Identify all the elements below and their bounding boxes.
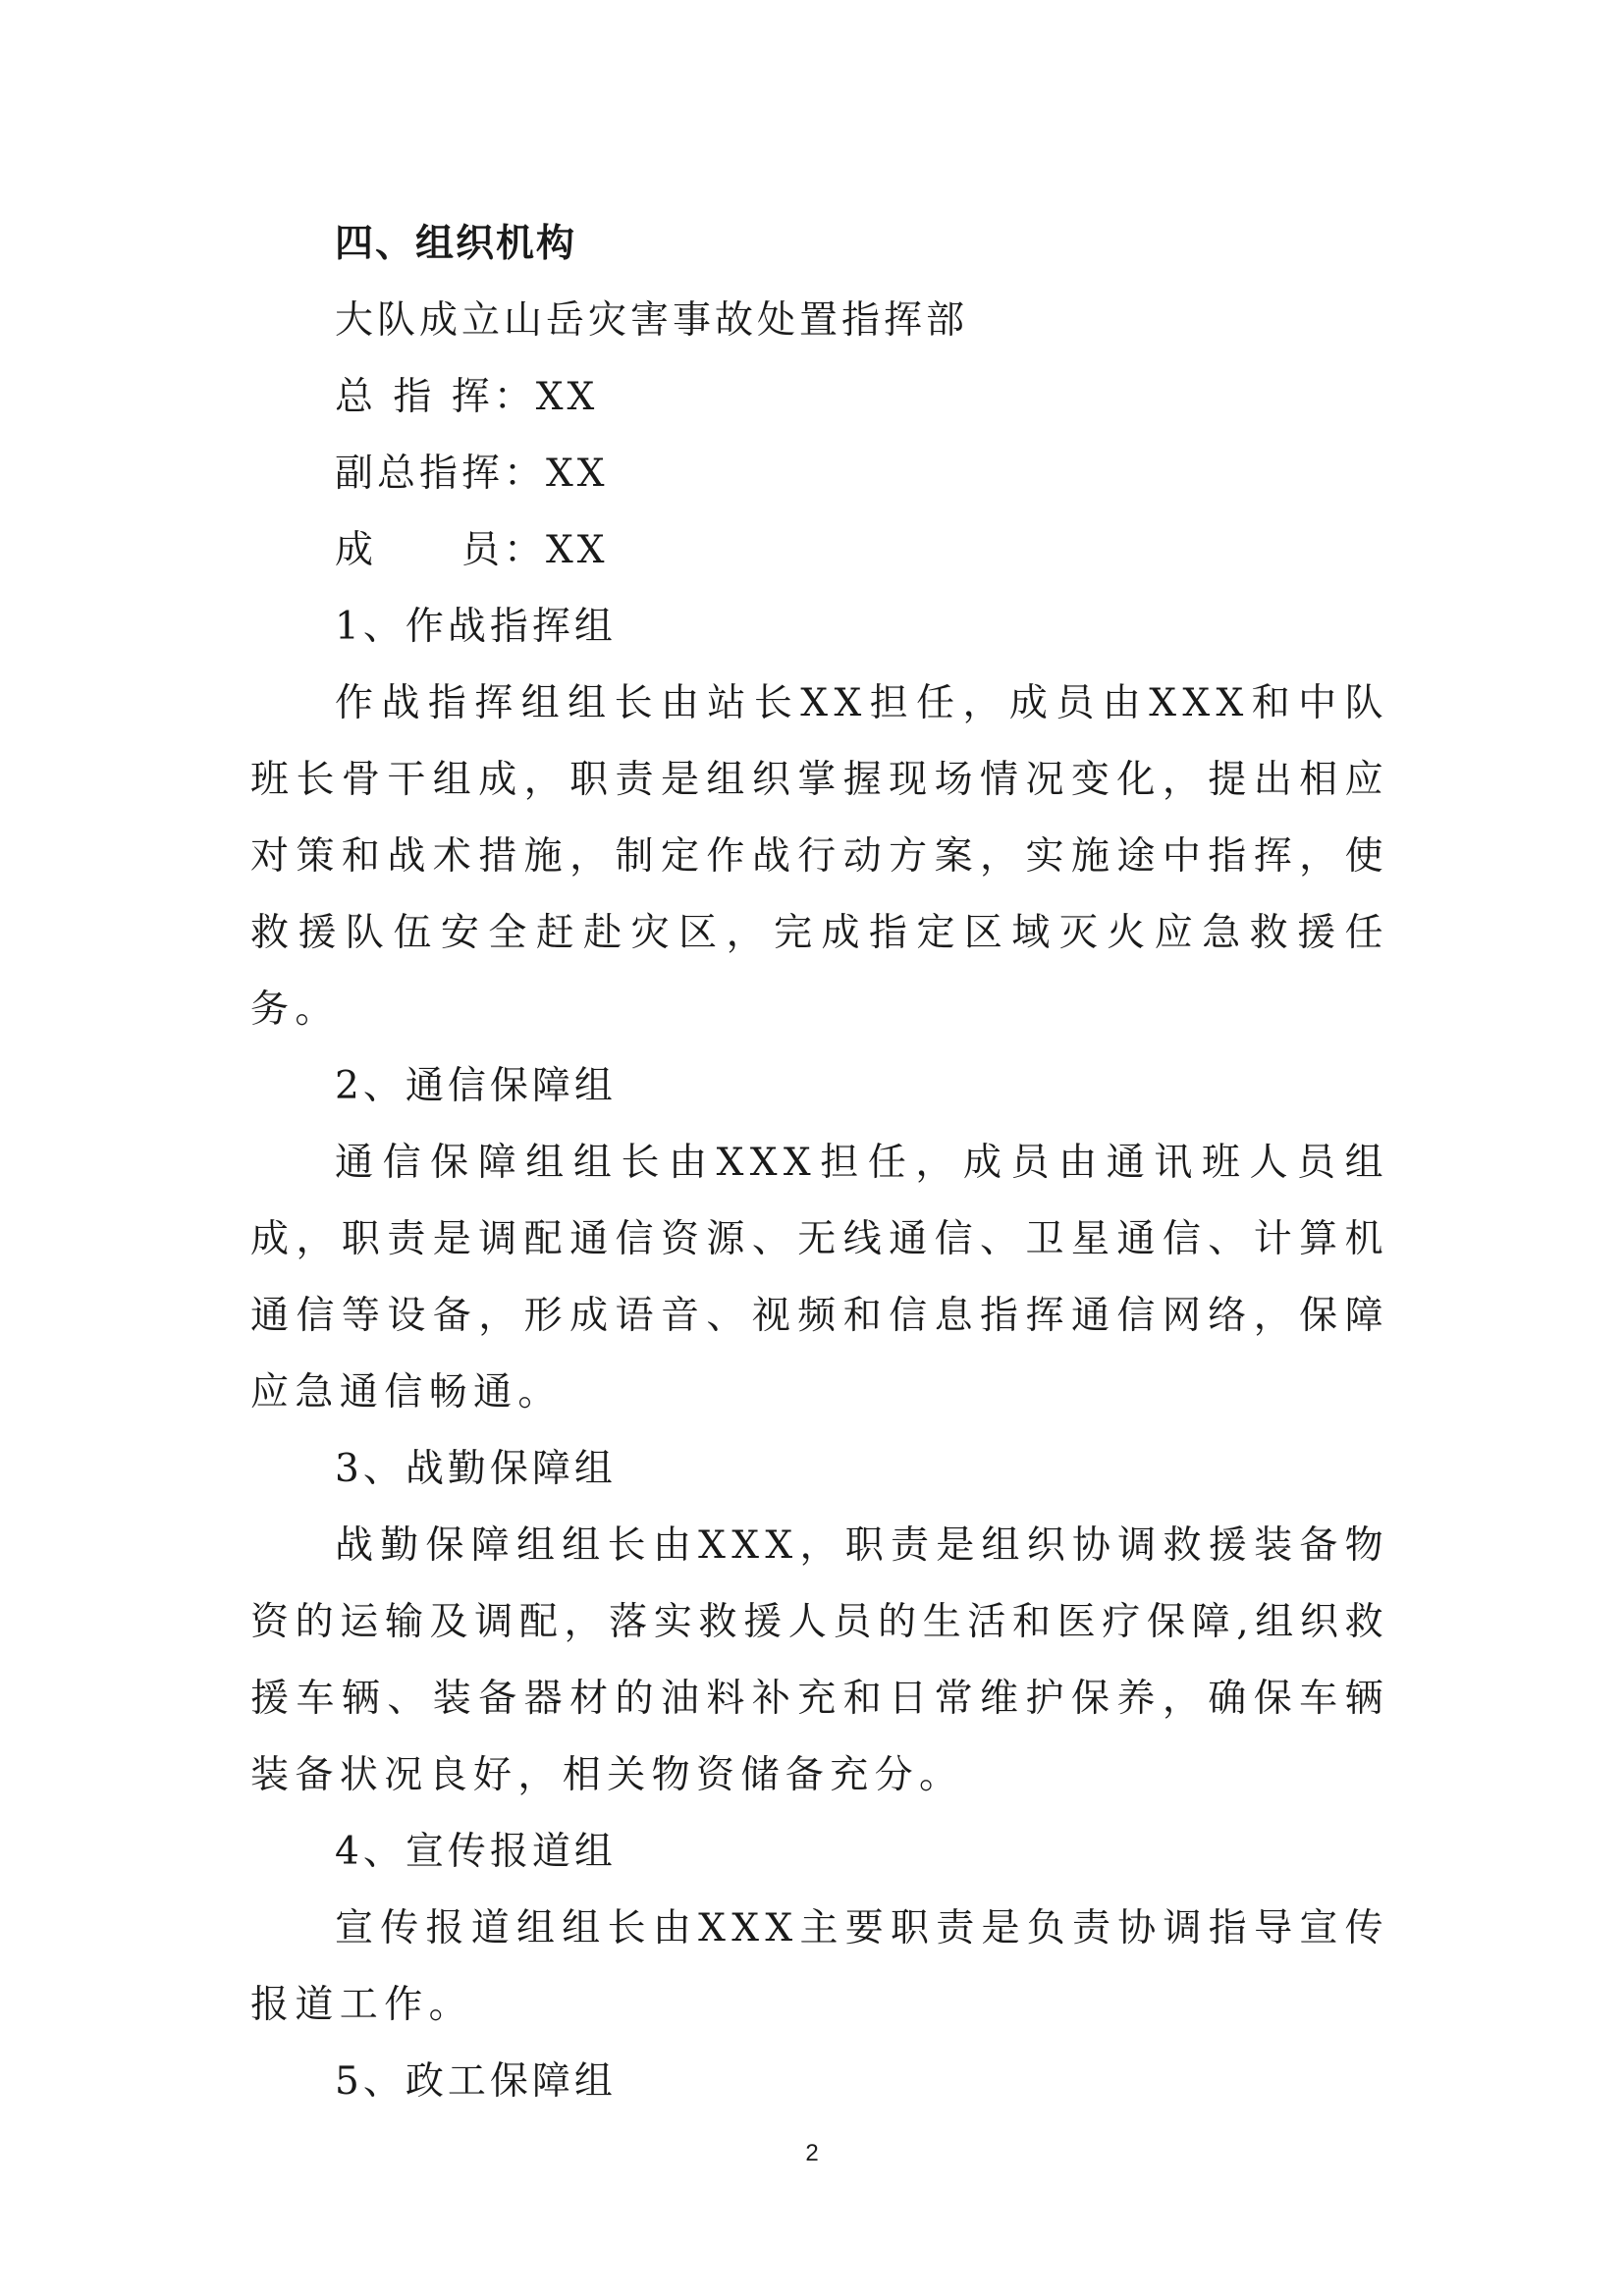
group-text-communication: 通信保障组组长由XXX担任，成员由通讯班人员组成，职责是调配通信资源、无线通信、卫星通信、计算机通信等设备，形成语音、视频和信息指挥通信网络，保障应急通信畅通。 [250,1141,1389,1415]
group-title-political-work: 5、政工保障组 [335,2059,617,2104]
group-text-logistics: 战勤保障组组长由XXX，职责是组织协调救援装备物资的运输及调配，落实救援人员的生活和医疗保障,组织救援车辆、装备器材的油料补充和日常维护保养，确保车辆装备状况良好，相关物资储备充分。 [250,1523,1389,1797]
group-text-publicity: 宣传报道组组长由XXX主要职责是负责协调指导宣传报道工作。 [250,1906,1389,2027]
intro-line: 大队成立山岳灾害事故处置指挥部 [335,298,969,343]
role-commander: 总 指 挥：XX [335,375,599,419]
group-title-logistics: 3、战勤保障组 [335,1447,617,1491]
document-body [250,206,1389,2120]
role-deputy-commander: 副总指挥：XX [335,452,609,496]
section-heading: 四、组织机构 [335,222,577,266]
group-text-combat-command: 作战指挥组组长由站长XX担任，成员由XXX和中队班长骨干组成，职责是组织掌握现场情况变化，提出相应对策和战术措施，制定作战行动方案，实施途中指挥，使救援队伍安全赶赴灾区，完成指定区域灭火应急救援任务。 [250,681,1389,1032]
page-number: 2 [805,2140,819,2166]
role-members: 成 员：XX [335,528,609,572]
group-title-publicity: 4、宣传报道组 [335,1830,617,1874]
group-title-communication: 2、通信保障组 [335,1064,617,1108]
group-title-combat-command: 1、作战指挥组 [335,605,617,649]
